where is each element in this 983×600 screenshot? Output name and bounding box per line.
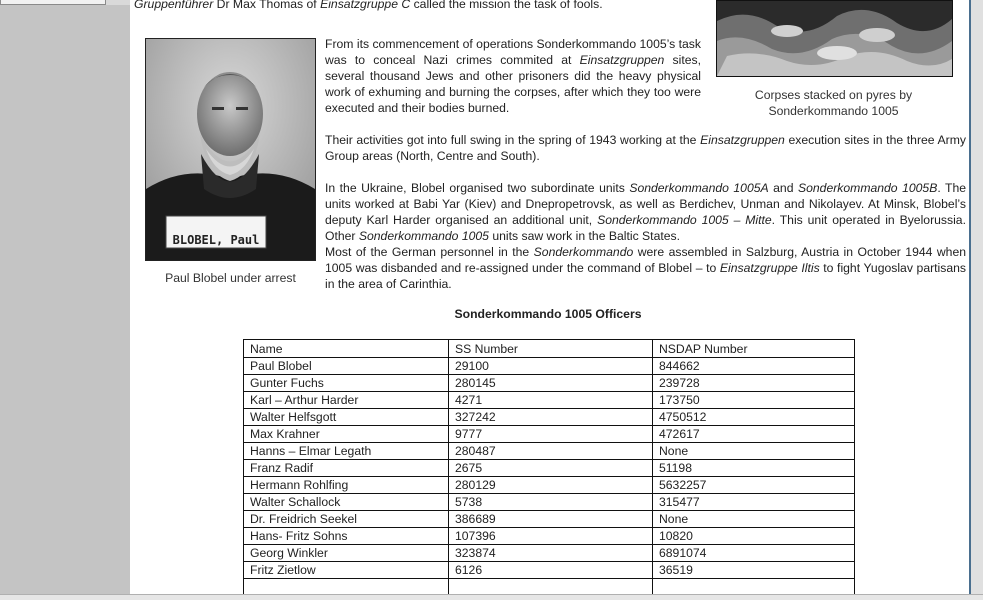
- name-sign-text: BLOBEL, Paul: [172, 233, 260, 247]
- cell-ss-number: 280487: [449, 443, 653, 460]
- cell-nsdap-number: 10820: [653, 528, 855, 545]
- pyres-photo: [716, 0, 953, 77]
- table-row: [244, 545, 855, 562]
- table-row: [244, 392, 855, 409]
- right-gutter: [971, 0, 983, 594]
- top-text-italic-2: Einsatzgruppe C: [320, 0, 411, 11]
- pyres-image: [717, 1, 952, 76]
- cell-nsdap-number: 51198: [653, 460, 855, 477]
- cell-ss-number: 4271: [449, 392, 653, 409]
- cell-ss-number: 327242: [449, 409, 653, 426]
- cell-nsdap-number: 5632257: [653, 477, 855, 494]
- table-row: [244, 511, 855, 528]
- officers-table: [243, 339, 855, 594]
- officers-table-title: Sonderkommando 1005 Officers: [454, 307, 642, 321]
- para2-italic: Einsatzgruppen: [700, 133, 785, 147]
- cell-ss-number: 107396: [449, 528, 653, 545]
- left-gutter: [0, 5, 130, 594]
- para2-text-2: execution sites in the three Army Group areas (North, Centre and South).: [325, 133, 966, 163]
- blobel-photo: [145, 38, 316, 261]
- table-row: [244, 579, 855, 595]
- table-row: [244, 375, 855, 392]
- cell-name: Max Krahner: [244, 426, 449, 443]
- cell-nsdap-number: [653, 579, 855, 595]
- para4-text-1: Most of the German personnel in the: [325, 245, 534, 259]
- blobel-portrait-image: [146, 39, 315, 260]
- cell-nsdap-number: None: [653, 511, 855, 528]
- header-ss-number: SS Number: [449, 340, 653, 358]
- para3-text-2: and: [768, 181, 798, 195]
- cell-ss-number: 6126: [449, 562, 653, 579]
- cell-name: Gunter Fuchs: [244, 375, 449, 392]
- cell-name: Franz Radif: [244, 460, 449, 477]
- para3-text-3: . The units worked at Babi Yar (Kiev) and Dnepropetrovsk, as well as Berdichev, Unman and Nikolayev. At Minsk, Blobel’s deputy Karl Harder organised an additional unit,: [325, 181, 967, 227]
- cell-name: Hermann Rohlfing: [244, 477, 449, 494]
- header-nsdap-number: NSDAP Number: [653, 340, 855, 358]
- para3-text-4: . This unit operated in Byelorussia. Other: [325, 213, 966, 243]
- paragraph-ukraine: [325, 180, 966, 244]
- cell-nsdap-number: 472617: [653, 426, 855, 443]
- para4-text-2: were assembled in Salzburg, Austria in October 1944 when 1005 was disbanded and re-assigned under the command of Blobel – to: [325, 245, 967, 275]
- table-row: [244, 477, 855, 494]
- status-bar: [0, 594, 983, 600]
- para3-italic-1: Sonderkommando 1005A: [629, 181, 769, 195]
- para4-italic-2: Einsatzgruppe Iltis: [719, 261, 820, 275]
- cell-name: [244, 579, 449, 595]
- cell-nsdap-number: 36519: [653, 562, 855, 579]
- para2-text-1: Their activities got into full swing in the spring of 1943 working at the: [325, 133, 701, 147]
- cell-ss-number: 280129: [449, 477, 653, 494]
- article-page: [130, 0, 969, 594]
- para3-text-5: units saw work in the Baltic States.: [488, 229, 680, 243]
- paragraph-activities: [325, 132, 966, 164]
- cell-nsdap-number: 315477: [653, 494, 855, 511]
- cell-nsdap-number: 173750: [653, 392, 855, 409]
- cell-ss-number: 9777: [449, 426, 653, 443]
- cell-name: Fritz Zietlow: [244, 562, 449, 579]
- cell-ss-number: 5738: [449, 494, 653, 511]
- cell-nsdap-number: 239728: [653, 375, 855, 392]
- table-row: [244, 409, 855, 426]
- top-text-1: Dr Max Thomas of: [213, 0, 321, 11]
- para4-italic-1: Sonderkommando: [533, 245, 634, 259]
- top-text-2: called the mission the task of fools.: [410, 0, 603, 11]
- cell-name: Walter Helfsgott: [244, 409, 449, 426]
- cell-ss-number: 386689: [449, 511, 653, 528]
- paragraph-personnel: [325, 244, 966, 292]
- cell-name: Karl – Arthur Harder: [244, 392, 449, 409]
- top-text-italic-1: Gruppenführer: [134, 0, 214, 11]
- table-row: [244, 562, 855, 579]
- para3-italic-4: Sonderkommando 1005: [358, 229, 489, 243]
- para1-text-1: From its commencement of operations Sonderkommando 1005’s task was to conceal Nazi crimes commited at: [325, 37, 701, 67]
- cell-name: Paul Blobel: [244, 358, 449, 375]
- table-header-row: [244, 340, 855, 358]
- cell-ss-number: 323874: [449, 545, 653, 562]
- cell-name: Georg Winkler: [244, 545, 449, 562]
- table-row: [244, 528, 855, 545]
- cell-name: Walter Schallock: [244, 494, 449, 511]
- cell-name: Hanns – Elmar Legath: [244, 443, 449, 460]
- table-row: [244, 460, 855, 477]
- pyres-photo-caption: [716, 87, 951, 119]
- para4-text-3: to fight Yugoslav partisans in the area of Carinthia.: [325, 261, 966, 291]
- cell-name: Dr. Freidrich Seekel: [244, 511, 449, 528]
- cell-ss-number: 280145: [449, 375, 653, 392]
- para3-text-1: In the Ukraine, Blobel organised two subordinate units: [325, 181, 630, 195]
- cell-nsdap-number: None: [653, 443, 855, 460]
- pyres-caption-line-1: Corpses stacked on pyres by: [754, 88, 913, 102]
- top-paragraph-fragment: [134, 0, 714, 12]
- cell-ss-number: 29100: [449, 358, 653, 375]
- cell-nsdap-number: 844662: [653, 358, 855, 375]
- table-row: [244, 494, 855, 511]
- table-row: [244, 426, 855, 443]
- header-name: Name: [244, 340, 449, 358]
- table-row: [244, 358, 855, 375]
- cell-nsdap-number: 4750512: [653, 409, 855, 426]
- cell-nsdap-number: 6891074: [653, 545, 855, 562]
- para1-text-2: sites, several thousand Jews and other prisoners did the heavy physical work of exhuming and burning the corpses, after which they too were executed and their bodies burned.: [325, 53, 701, 115]
- para3-italic-2: Sonderkommando 1005B: [798, 181, 938, 195]
- table-row: [244, 443, 855, 460]
- paragraph-commencement: [325, 36, 701, 116]
- blobel-photo-caption: Paul Blobel under arrest: [165, 271, 296, 285]
- para3-italic-3: Sonderkommando 1005 – Mitte: [597, 213, 772, 227]
- pyres-caption-line-2: Sonderkommando 1005: [768, 104, 899, 118]
- cell-name: Hans- Fritz Sohns: [244, 528, 449, 545]
- para1-italic: Einsatzgruppen: [579, 53, 665, 67]
- cell-ss-number: [449, 579, 653, 595]
- cell-ss-number: 2675: [449, 460, 653, 477]
